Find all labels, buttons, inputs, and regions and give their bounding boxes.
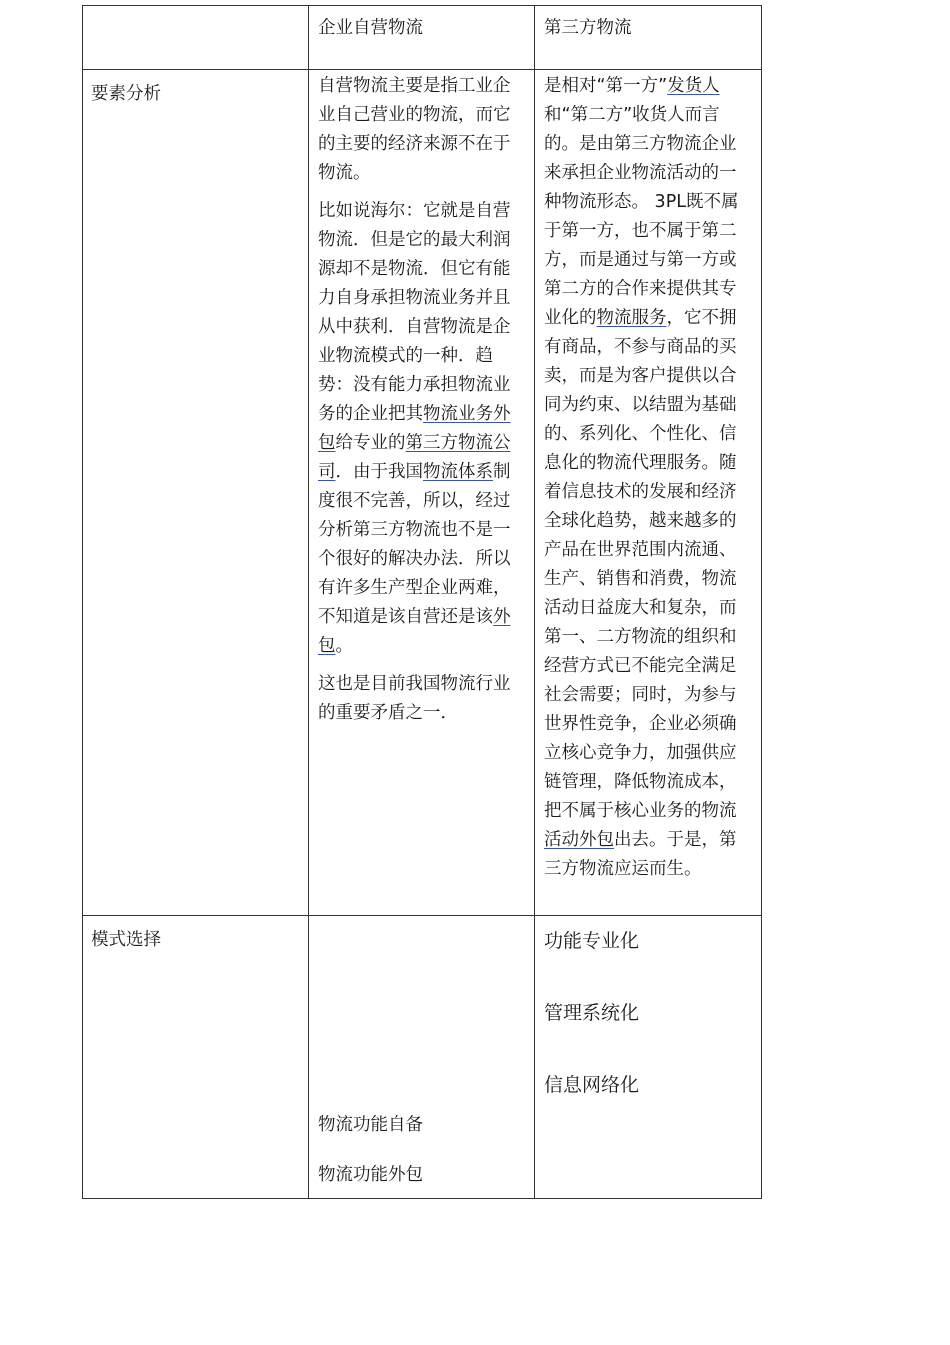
mode-self-cell (309, 916, 535, 1199)
link-shipper[interactable]: 发货人 (667, 76, 720, 96)
mode-self-item: 物流功能自备 (318, 1115, 423, 1135)
header-third-party-text: 第三方物流 (544, 18, 632, 38)
analysis-third-text-a: 是相对“第一方” (544, 76, 668, 96)
row-label-analysis: 要素分析 (91, 84, 161, 104)
header-self-logistics-text: 企业自营物流 (318, 18, 423, 38)
analysis-third-text-b: 和“第二方”收货人而言的。是由第三方物流企业来承担企业物流活动的一种物流形态。 3PL既不属于第一方，也不属于第二方，而是通过与第一方或第二方的合作来提供其专业化的 (544, 105, 739, 328)
row-label-cell-analysis (83, 70, 309, 916)
link-logistics-service[interactable]: 物流服务 (596, 308, 667, 328)
comparison-table (82, 5, 762, 1199)
analysis-self-paragraph-3: 这也是目前我国物流行业的重要矛盾之一． (318, 674, 511, 723)
table-header-row (83, 6, 762, 70)
link-outsource[interactable]: 外包 (318, 607, 511, 656)
analysis-self-p2-text-e: 。 (335, 636, 353, 656)
link-activity-outsourcing[interactable]: 活动外包 (544, 830, 614, 850)
mode-third-item: 信息网络化 (544, 1074, 640, 1096)
table-row-analysis (83, 70, 762, 916)
mode-self-list (309, 916, 534, 1190)
analysis-third-text-d: 出去。于是，第三方物流应运而生。 (544, 830, 737, 879)
analysis-self-cell (309, 70, 535, 916)
link-outsourcing-logistics[interactable]: 物流业务外包 (318, 404, 511, 453)
mode-third-party-cell (535, 916, 762, 1199)
link-third-party-company[interactable]: 第三方物流公司 (318, 433, 511, 482)
row-label-cell-mode (83, 916, 309, 1199)
header-cell-third-party (535, 6, 762, 70)
link-logistics-system[interactable]: 物流体系 (423, 462, 493, 482)
analysis-self-p2-text-d: 制度很不完善，所以，经过分析第三方物流也不是一个很好的解决办法．所以有许多生产型企业两难，不知道是该自营还是该 (318, 462, 511, 627)
mode-third-item: 管理系统化 (544, 1002, 640, 1024)
mode-third-list (535, 916, 761, 1098)
analysis-third-party-cell (535, 70, 762, 916)
analysis-self-p2-text-b: 给专业的 (335, 433, 406, 453)
analysis-self-paragraph-2 (318, 197, 526, 661)
header-cell-empty (83, 6, 309, 70)
table-row-mode (83, 916, 762, 1199)
analysis-self-paragraph-1: 自营物流主要是指工业企业自己营业的物流，而它的主要的经济来源不在于物流。 (318, 76, 511, 183)
analysis-third-paragraph (544, 72, 753, 884)
header-col1-text (83, 6, 308, 16)
row-label-mode: 模式选择 (91, 930, 161, 950)
analysis-self-p2-text-c: ．由于我国 (335, 462, 423, 482)
mode-self-item: 物流功能外包 (318, 1165, 423, 1185)
header-cell-self-logistics (309, 6, 535, 70)
mode-third-item: 功能专业化 (544, 930, 640, 952)
analysis-self-p2-text-a: 比如说海尔：它就是自营物流．但是它的最大利润源却不是物流．但它有能力自身承担物流业务并且从中获利．自营物流是企业物流模式的一种．趋势：没有能力承担物流业务的企业把其 (318, 201, 511, 424)
analysis-third-text-c: ，它不拥有商品，不参与商品的买卖，而是为客户提供以合同为约束、以结盟为基础的、系列化、个性化、信息化的物流代理服务。随着信息技术的发展和经济全球化趋势，越来越多的产品在世界范围内流通、生产、销售和消费，物流活动日益庞大和复杂，而第一、二方物流的组织和经营方式已不能完全满足社会需要；同时，为参与世界性竞争，企业必须确立核心竞争力，加强供应链管理，降低物流成本，把不属于核心业务的物流 (544, 308, 737, 821)
